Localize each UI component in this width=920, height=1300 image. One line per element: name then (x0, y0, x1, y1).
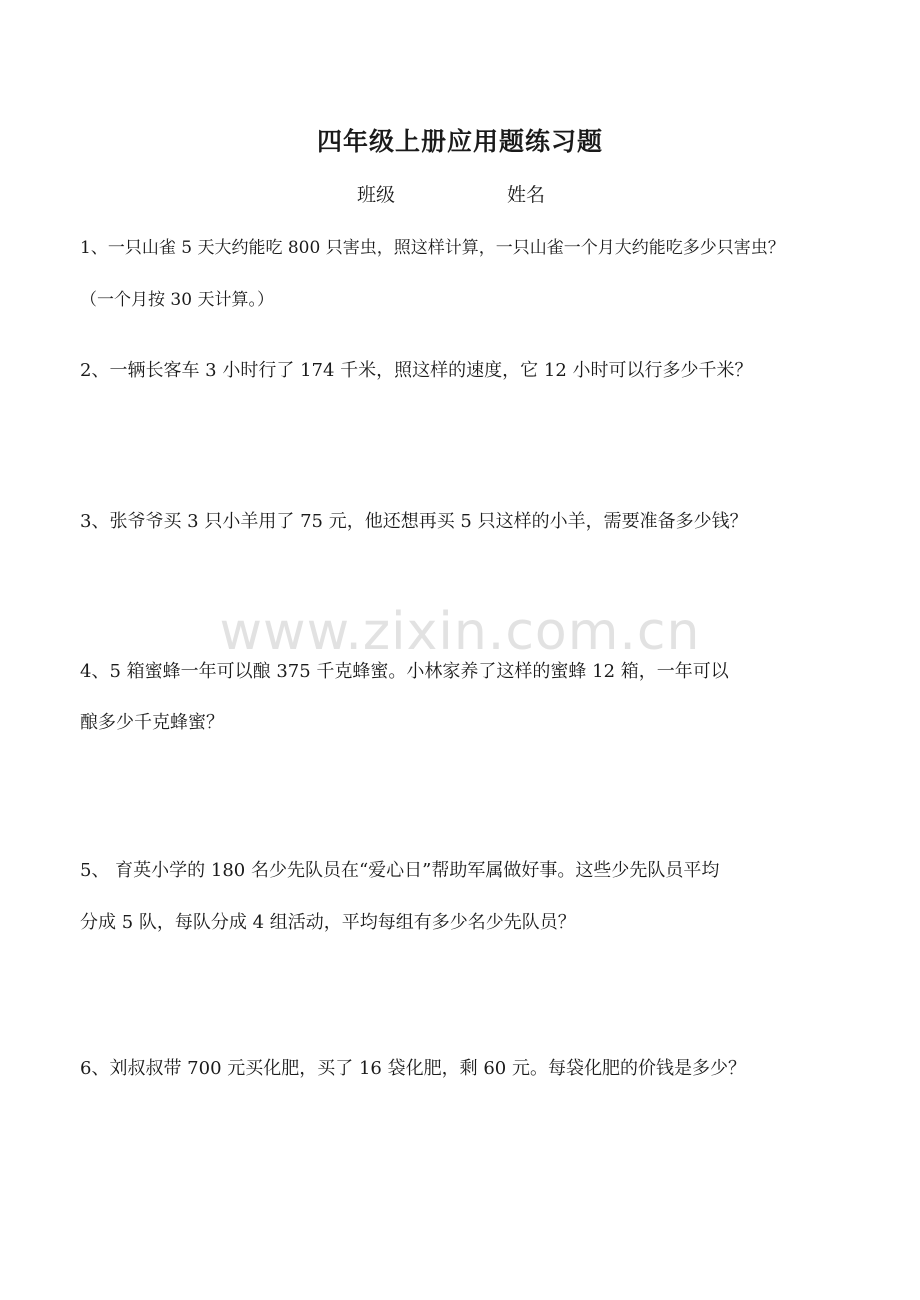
question-6-line-1: 6、刘叔叔带 700 元买化肥，买了 16 袋化肥，剩 60 元。每袋化肥的价钱是多少？ (80, 1058, 746, 1079)
question-1-line-2: （一个月按 30 天计算。） (80, 290, 274, 310)
question-1-line-1: 1、一只山雀 5 天大约能吃 800 只害虫，照这样计算，一只山雀一个月大约能吃多少只害虫？ (80, 238, 785, 258)
watermark: www.zixin.com.cn (219, 602, 701, 662)
student-info-row (0, 180, 920, 210)
page-title: 四年级上册应用题练习题 (316, 127, 603, 156)
question-3-line-1: 3、张爷爷买 3 只小羊用了 75 元，他还想再买 5 只这样的小羊，需要准备多少钱？ (80, 511, 748, 532)
question-4-line-1: 4、5 箱蜜蜂一年可以酿 375 千克蜂蜜。小林家养了这样的蜜蜂 12 箱，一年可以 (80, 661, 729, 682)
question-2-line-1: 2、一辆长客车 3 小时行了 174 千米，照这样的速度，它 12 小时可以行多少千米？ (80, 360, 753, 381)
question-5-line-1: 5、 育英小学的 180 名少先队员在“爱心日”帮助军属做好事。这些少先队员平均 (80, 860, 720, 881)
class-label: 班级 (357, 184, 396, 206)
name-label: 姓名 (507, 184, 546, 206)
question-5-line-2: 分成 5 队，每队分成 4 组活动，平均每组有多少名少先队员？ (80, 912, 576, 933)
question-4-line-2: 酿多少千克蜂蜜？ (80, 712, 224, 733)
